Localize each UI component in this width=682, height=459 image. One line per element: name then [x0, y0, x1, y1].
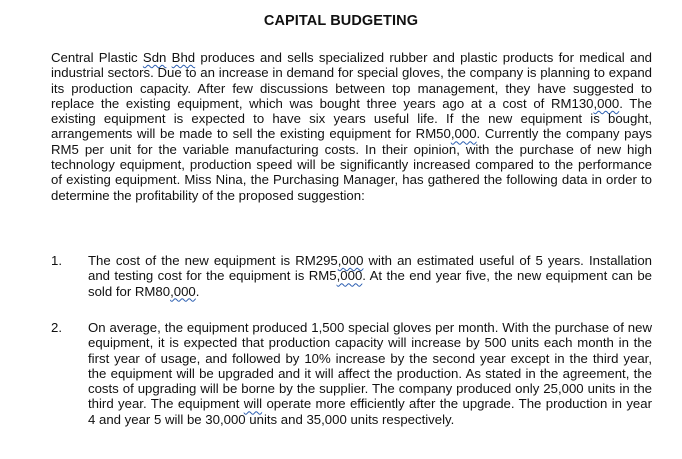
spellcheck-underlined-word: Sdn [142, 50, 167, 65]
list-item-number: 2. [51, 320, 62, 335]
spellcheck-underlined-word: Bhd [171, 50, 196, 65]
document-title: CAPITAL BUDGETING [263, 13, 419, 29]
spellcheck-underlined-word: ,000 [336, 268, 363, 284]
intro-paragraph: Central Plastic Sdn Bhd produces and sells specialized rubber and plastic products for medical and industrial sectors. Due to an increase in demand for special gloves, the company is planning to expand its production capacity. After few discussions between top management, they have suggested to replace the existing equipment, which was bought three years ago at a cost of RM130,000. The existing equipment is expected to have six years useful life. If the new equipment is bought, arrangements will be made to sell the existing equipment for RM50,000. Currently the company pays RM5 per unit for the variable manufacturing costs. In their opinion, with the purchase of new high technology equipment, production speed will be significantly increased compared to the performance of existing equipment. Miss Nina, the Purchasing Manager, has gathered the following data in order to determine the profitability of the proposed suggestion: [51, 50, 653, 203]
spellcheck-underlined-word: ,000 [450, 126, 477, 142]
list-item-number: 1. [51, 253, 62, 268]
list-item [51, 253, 652, 299]
spellcheck-underlined-word: will [243, 396, 263, 412]
spellcheck-underlined-word: ,000 [593, 95, 620, 111]
list-item-text: The cost of the new equipment is RM295,000 with an estimated useful of 5 years. Installation and testing cost for the equipment is RM5,000. At the end year five, the new equipment can be sold for RM80,000. [88, 253, 653, 299]
spellcheck-underlined-word: ,000 [337, 253, 364, 268]
list-item-text: On average, the equipment produced 1,500 special gloves per month. With the purchase of new equipment, it is expected that production capacity will increase by 500 units each month in the first year of usage, and followed by 10% increase by the second year except in the third year, the equipment will be upgraded and it will affect the production. As stated in the agreement, the costs of upgrading will be borne by the supplier. The company produced only 25,000 units in the third year. The equipment will operate more efficiently after the upgrade. The production in year 4 and year 5 will be 30,000 units and 35,000 units respectively. [88, 320, 652, 427]
spellcheck-underlined-word: ,000 [170, 283, 196, 299]
list-item [51, 320, 652, 427]
